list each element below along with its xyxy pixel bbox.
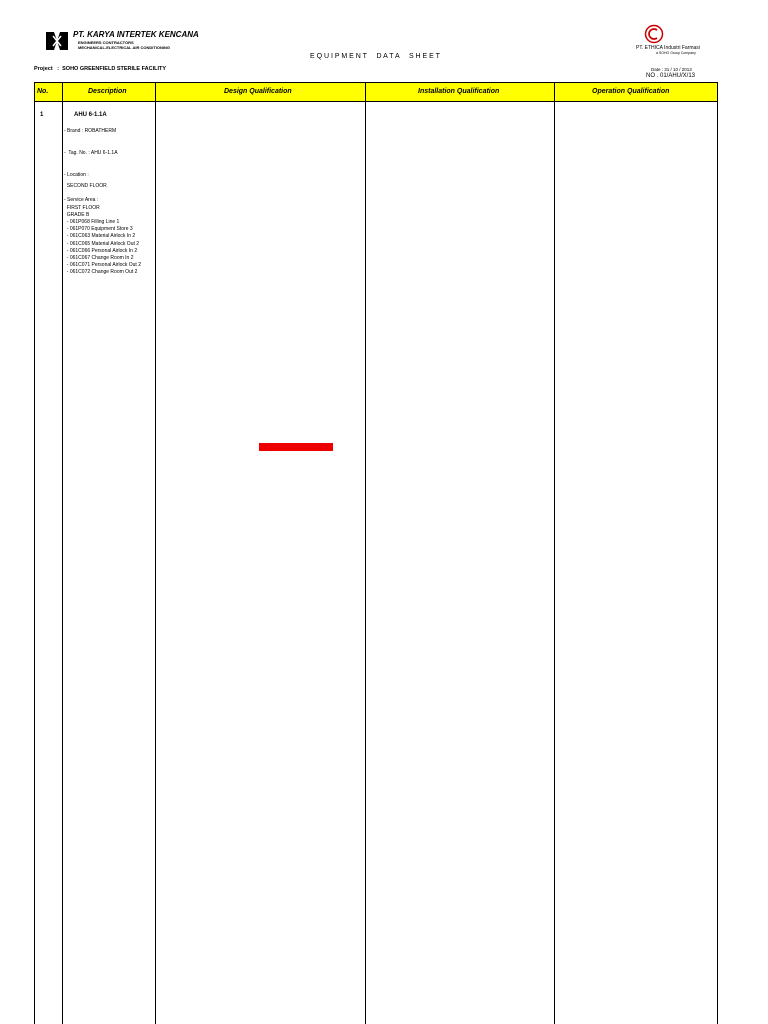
- highlight-box: [259, 443, 333, 451]
- project-line: Project : SOHO GREENFIELD STERILE FACILITY: [34, 66, 167, 72]
- description-line: - Location :: [64, 172, 89, 178]
- description-line: - 061C071 Personal Airlock Out 2: [64, 262, 141, 269]
- client-sub: a SOHO Group Company: [656, 51, 696, 55]
- item-title: AHU 6-1.1A: [74, 112, 107, 118]
- company-name: PT. KARYA INTERTEK KENCANA: [73, 30, 199, 39]
- client-name: PT. ETHICA Industri Farmasi: [636, 45, 700, 51]
- company-logo: [44, 30, 70, 52]
- company-line-2: MECHANICAL-ELECTRICAL AIR CONDITIONING: [78, 45, 170, 50]
- grid-line: [717, 82, 718, 1024]
- description-line: - 061P068 Filling Line 1: [64, 219, 120, 225]
- grid-line: [62, 82, 63, 1024]
- col-header-design: Design Qualification: [224, 88, 292, 95]
- col-header-installation: Installation Qualification: [418, 88, 500, 95]
- col-header-operation: Operation Qualification: [592, 88, 670, 95]
- doc-title: E Q U I P M E N T D A T A S H E E T: [310, 53, 440, 60]
- description-line: - Brand : ROBATHERM: [64, 128, 117, 134]
- description-line: - 061C066 Personal Airlock In 2: [64, 247, 138, 254]
- description-line: - Tag. No. : AHU 6-1.1A: [64, 150, 118, 156]
- description-line: - Service Area :: [64, 197, 99, 204]
- col-header-description: Description: [88, 88, 127, 95]
- company-line-1: ENGINEERS CONTRACTORS: [78, 40, 134, 45]
- description-line: - 061C065 Material Airlock Out 2: [64, 240, 140, 247]
- doc-date: Date : 31 / 10 / 2013: [651, 67, 692, 72]
- description-line: - 061C067 Change Room In 2: [64, 255, 134, 261]
- item-number: 1: [40, 112, 44, 118]
- grid-line: [34, 82, 35, 1024]
- col-header-no: No.: [37, 88, 49, 95]
- description-line: - 061P070 Equipment Store 3: [64, 226, 133, 233]
- description-line: SECOND FLOOR: [64, 183, 107, 189]
- description-line: - 061C072 Change Room Out 2: [64, 269, 138, 276]
- description-line: - 061C063 Material Airlock In 2: [64, 233, 136, 240]
- description-line: GRADE B: [64, 211, 90, 218]
- description-line: FIRST FLOOR: [64, 204, 100, 211]
- grid-line: [554, 82, 555, 1024]
- grid-line: [155, 82, 156, 1024]
- client-logo: [644, 24, 664, 44]
- grid-line: [365, 82, 366, 1024]
- doc-number: NO . 01/AHU/X/13: [646, 73, 696, 79]
